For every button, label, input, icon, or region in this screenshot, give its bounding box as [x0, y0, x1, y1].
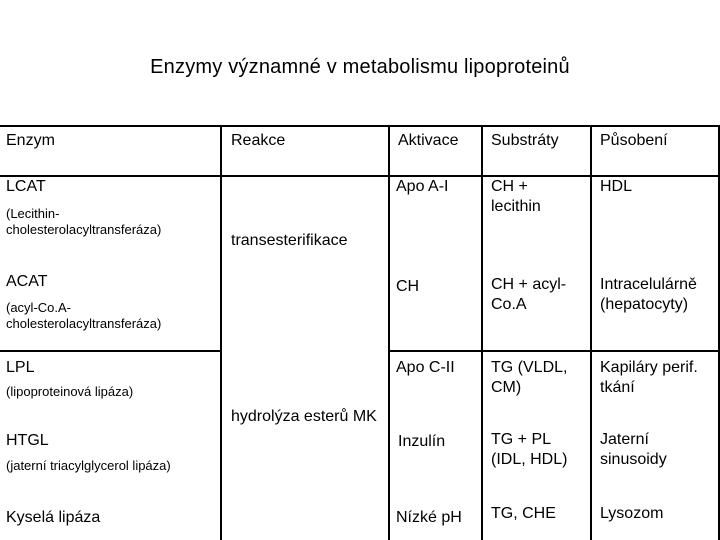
header-activation: Aktivace: [398, 132, 459, 149]
header-enzyme: Enzym: [6, 132, 55, 149]
enzyme-table: [0, 125, 720, 540]
header-reaction: Reakce: [231, 132, 286, 149]
column-divider: [481, 125, 483, 540]
header-effect: Působení: [600, 132, 668, 149]
row-separator: [0, 350, 220, 352]
enzyme-full-name: (jaterní triacylglycerol lipáza): [6, 458, 171, 473]
column-divider: [590, 125, 592, 540]
effect: Kapiláry perif. tkání: [600, 359, 698, 396]
reaction-hydrolysis: hydrolýza esterů MK: [231, 408, 377, 425]
substrates: CH + acyl-Co.A: [491, 276, 567, 313]
effect: Jaterní sinusoidy: [600, 431, 667, 468]
row-separator: [388, 350, 720, 352]
enzyme-name: HTGL: [6, 432, 49, 449]
substrates: TG, CHE: [491, 505, 556, 522]
effect: HDL: [600, 178, 633, 195]
enzyme-name: LPL: [6, 359, 35, 376]
enzyme-name: ACAT: [6, 273, 48, 290]
header-substrates: Substráty: [491, 132, 559, 149]
activation: Apo C-II: [396, 359, 455, 376]
activation: Inzulín: [398, 433, 446, 450]
column-divider: [220, 125, 222, 540]
activation: Apo A-I: [396, 178, 449, 195]
enzyme-full-name: (lipoproteinová lipáza): [6, 384, 134, 399]
effect: Lysozom: [600, 505, 664, 522]
enzyme-name: Kyselá lipáza: [6, 509, 101, 526]
page-title: Enzymy významné v metabolismu lipoproteinů: [150, 56, 570, 78]
activation: CH: [396, 278, 420, 295]
activation: Nízké pH: [396, 509, 462, 526]
table-top-border: [0, 125, 720, 127]
enzyme-full-name: (Lecithin-cholesterolacyltransferáza): [6, 206, 162, 237]
enzyme-name: LCAT: [6, 178, 46, 195]
substrates: TG + PL (IDL, HDL): [491, 431, 568, 468]
column-divider: [388, 125, 390, 540]
enzyme-full-name: (acyl-Co.A-cholesterolacyltransferáza): [6, 300, 162, 331]
effect: Intracelulárně (hepatocyty): [600, 276, 697, 313]
substrates: TG (VLDL, CM): [491, 359, 568, 396]
reaction-transesterification: transesterifikace: [231, 232, 348, 249]
substrates: CH + lecithin: [491, 178, 541, 215]
